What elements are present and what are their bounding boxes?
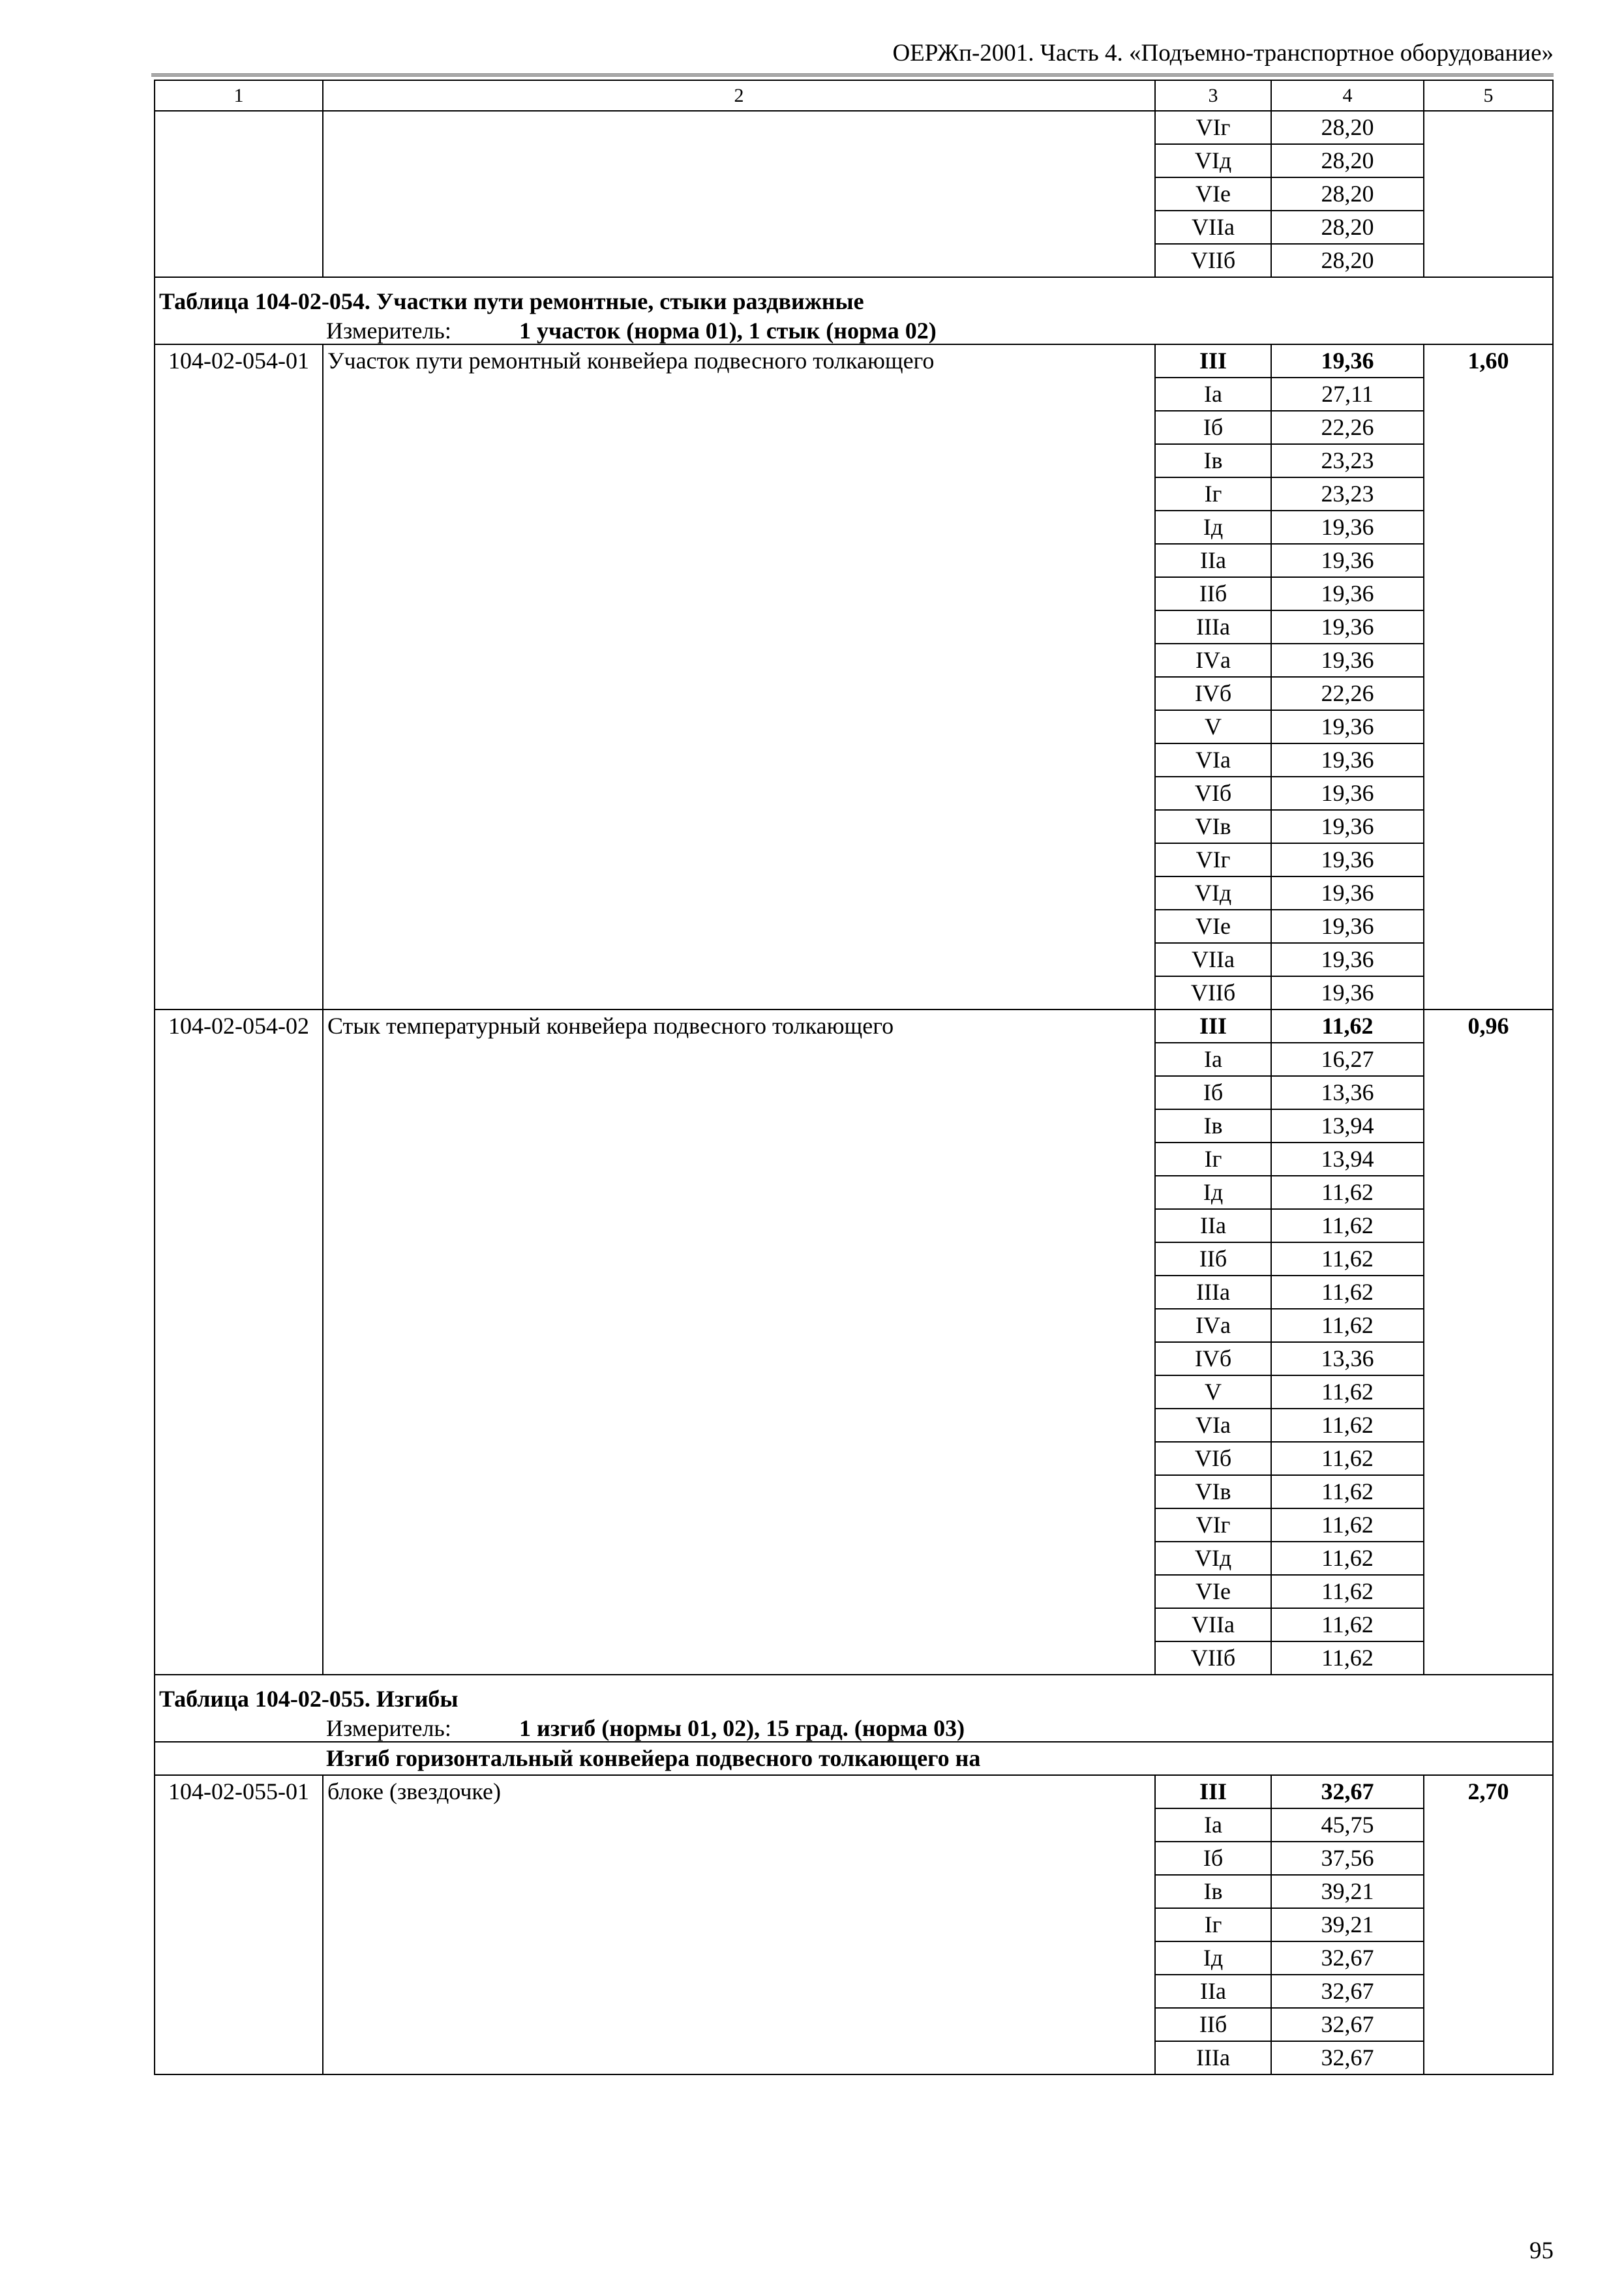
zone-cell: VIд (1155, 876, 1271, 910)
value-cell: 11,62 (1271, 1409, 1424, 1442)
value-cell: 32,67 (1271, 1941, 1424, 1975)
value-cell: 11,62 (1271, 1542, 1424, 1575)
column5-value (1424, 111, 1553, 277)
value-cell: 28,20 (1271, 211, 1424, 244)
zone-cell: Iб (1155, 1076, 1271, 1109)
zone-cell: VIIб (1155, 244, 1271, 277)
value-cell: 19,36 (1271, 876, 1424, 910)
value-cell: 11,62 (1271, 1508, 1424, 1542)
value-cell: 23,23 (1271, 444, 1424, 477)
value-cell: 11,62 (1271, 1242, 1424, 1276)
norm-name: Участок пути ремонтный конвейера подвесного толкающего (323, 344, 1155, 1010)
zone-cell: IVа (1155, 1309, 1271, 1342)
section-title: Таблица 104-02-055. Изгибы (155, 1675, 1553, 1715)
value-cell: 39,21 (1271, 1908, 1424, 1941)
subheading: Изгиб горизонтальный конвейера подвесного толкающего на (155, 1742, 1553, 1775)
column-header-2: 2 (323, 80, 1155, 111)
zone-cell: III (1155, 344, 1271, 378)
value-cell: 11,62 (1271, 1209, 1424, 1242)
zone-cell: Iб (1155, 1842, 1271, 1875)
zone-cell: VIе (1155, 1575, 1271, 1608)
column-header-4: 4 (1271, 80, 1424, 111)
zone-cell: IVб (1155, 1342, 1271, 1375)
zone-cell: Iв (1155, 1109, 1271, 1143)
zone-cell: VIб (1155, 777, 1271, 810)
value-cell: 32,67 (1271, 2008, 1424, 2041)
norms-table (154, 80, 1554, 2075)
value-cell: 19,36 (1271, 511, 1424, 544)
zone-cell: IIа (1155, 1209, 1271, 1242)
value-cell: 11,62 (1271, 1575, 1424, 1608)
value-cell: 11,62 (1271, 1475, 1424, 1508)
page-header-title: ОЕРЖп-2001. Часть 4. «Подъемно-транспортное оборудование» (892, 40, 1554, 67)
zone-cell: Iд (1155, 1176, 1271, 1209)
zone-cell: Iд (1155, 511, 1271, 544)
zone-cell: VIв (1155, 1475, 1271, 1508)
norm-code: 104-02-055-01 (155, 1775, 323, 2074)
value-cell: 45,75 (1271, 1808, 1424, 1842)
zone-cell: Iб (1155, 411, 1271, 444)
norm-name: Стык температурный конвейера подвесного толкающего (323, 1010, 1155, 1675)
value-cell: 28,20 (1271, 144, 1424, 177)
value-cell: 19,36 (1271, 843, 1424, 876)
zone-cell: IVа (1155, 644, 1271, 677)
value-cell: 11,62 (1271, 1276, 1424, 1309)
value-cell: 19,36 (1271, 577, 1424, 610)
value-cell: 32,67 (1271, 2041, 1424, 2074)
value-cell: 11,62 (1271, 1176, 1424, 1209)
zone-cell: VIIа (1155, 943, 1271, 976)
zone-cell: IIIа (1155, 1276, 1271, 1309)
zone-cell: Iд (1155, 1941, 1271, 1975)
zone-cell: V (1155, 1375, 1271, 1409)
norm-code: 104-02-054-02 (155, 1010, 323, 1675)
zone-cell: Iв (1155, 444, 1271, 477)
header-rule (151, 74, 1554, 76)
value-cell: 11,62 (1271, 1309, 1424, 1342)
value-cell: 13,94 (1271, 1143, 1424, 1176)
zone-cell: IIб (1155, 1242, 1271, 1276)
meter-cell (155, 318, 1553, 344)
meter-label: Измеритель: (326, 318, 451, 344)
zone-cell: IIа (1155, 544, 1271, 577)
column-header-row (155, 80, 1553, 111)
value-cell: 22,26 (1271, 677, 1424, 710)
value-cell: 19,36 (1271, 544, 1424, 577)
zone-cell: VIIб (1155, 976, 1271, 1010)
zone-cell: VIа (1155, 743, 1271, 777)
section-title: Таблица 104-02-054. Участки пути ремонтные, стыки раздвижные (155, 277, 1553, 318)
value-cell: 23,23 (1271, 477, 1424, 511)
table-row (155, 344, 1553, 378)
column5-value: 0,96 (1424, 1010, 1553, 1675)
value-cell: 19,36 (1271, 910, 1424, 943)
zone-cell: VIе (1155, 910, 1271, 943)
value-cell: 19,36 (1271, 610, 1424, 644)
zone-cell: Iг (1155, 477, 1271, 511)
table-row (155, 111, 1553, 144)
zone-cell: Iа (1155, 1808, 1271, 1842)
meter-cell (155, 1715, 1553, 1742)
page-number: 95 (1529, 2237, 1554, 2264)
zone-cell: VIг (1155, 111, 1271, 144)
value-cell: 13,36 (1271, 1342, 1424, 1375)
value-cell: 28,20 (1271, 177, 1424, 211)
value-cell: 27,11 (1271, 378, 1424, 411)
zone-cell: V (1155, 710, 1271, 743)
subheading-row (155, 1742, 1553, 1775)
zone-cell: VIIб (1155, 1641, 1271, 1675)
zone-cell: III (1155, 1775, 1271, 1808)
norm-code (155, 111, 323, 277)
value-cell: 32,67 (1271, 1775, 1424, 1808)
value-cell: 19,36 (1271, 344, 1424, 378)
column-header-3: 3 (1155, 80, 1271, 111)
meter-value: 1 изгиб (нормы 01, 02), 15 град. (норма 03) (519, 1715, 965, 1741)
zone-cell: VIIа (1155, 1608, 1271, 1641)
value-cell: 19,36 (1271, 810, 1424, 843)
norm-name (323, 111, 1155, 277)
value-cell: 28,20 (1271, 111, 1424, 144)
zone-cell: VIб (1155, 1442, 1271, 1475)
value-cell: 19,36 (1271, 710, 1424, 743)
zone-cell: VIе (1155, 177, 1271, 211)
zone-cell: Iг (1155, 1908, 1271, 1941)
value-cell: 19,36 (1271, 976, 1424, 1010)
zone-cell: VIа (1155, 1409, 1271, 1442)
value-cell: 39,21 (1271, 1875, 1424, 1908)
value-cell: 11,62 (1271, 1641, 1424, 1675)
column-header-1: 1 (155, 80, 323, 111)
zone-cell: IIIа (1155, 2041, 1271, 2074)
value-cell: 19,36 (1271, 644, 1424, 677)
value-cell: 16,27 (1271, 1043, 1424, 1076)
zone-cell: VIIа (1155, 211, 1271, 244)
zone-cell: VIд (1155, 144, 1271, 177)
zone-cell: IIб (1155, 2008, 1271, 2041)
zone-cell: IIа (1155, 1975, 1271, 2008)
norm-name: блоке (звездочке) (323, 1775, 1155, 2074)
value-cell: 13,36 (1271, 1076, 1424, 1109)
value-cell: 19,36 (1271, 743, 1424, 777)
value-cell: 37,56 (1271, 1842, 1424, 1875)
column5-value: 1,60 (1424, 344, 1553, 1010)
meter-value: 1 участок (норма 01), 1 стык (норма 02) (519, 318, 937, 344)
meter-label: Измеритель: (326, 1715, 451, 1741)
zone-cell: VIг (1155, 843, 1271, 876)
value-cell: 11,62 (1271, 1608, 1424, 1641)
value-cell: 19,36 (1271, 777, 1424, 810)
value-cell: 11,62 (1271, 1375, 1424, 1409)
table-row (155, 1775, 1553, 1808)
section-title-row (155, 1675, 1553, 1715)
value-cell: 11,62 (1271, 1010, 1424, 1043)
zone-cell: IIIа (1155, 610, 1271, 644)
zone-cell: IVб (1155, 677, 1271, 710)
value-cell: 11,62 (1271, 1442, 1424, 1475)
meter-row (155, 1715, 1553, 1742)
zone-cell: Iг (1155, 1143, 1271, 1176)
value-cell: 19,36 (1271, 943, 1424, 976)
norm-code: 104-02-054-01 (155, 344, 323, 1010)
table-row (155, 1010, 1553, 1043)
column5-value: 2,70 (1424, 1775, 1553, 2074)
zone-cell: VIв (1155, 810, 1271, 843)
zone-cell: IIб (1155, 577, 1271, 610)
meter-row (155, 318, 1553, 344)
column-header-5: 5 (1424, 80, 1553, 111)
zone-cell: Iа (1155, 378, 1271, 411)
zone-cell: Iв (1155, 1875, 1271, 1908)
zone-cell: Iа (1155, 1043, 1271, 1076)
zone-cell: VIд (1155, 1542, 1271, 1575)
zone-cell: III (1155, 1010, 1271, 1043)
zone-cell: VIг (1155, 1508, 1271, 1542)
value-cell: 28,20 (1271, 244, 1424, 277)
value-cell: 32,67 (1271, 1975, 1424, 2008)
value-cell: 22,26 (1271, 411, 1424, 444)
value-cell: 13,94 (1271, 1109, 1424, 1143)
section-title-row (155, 277, 1553, 318)
